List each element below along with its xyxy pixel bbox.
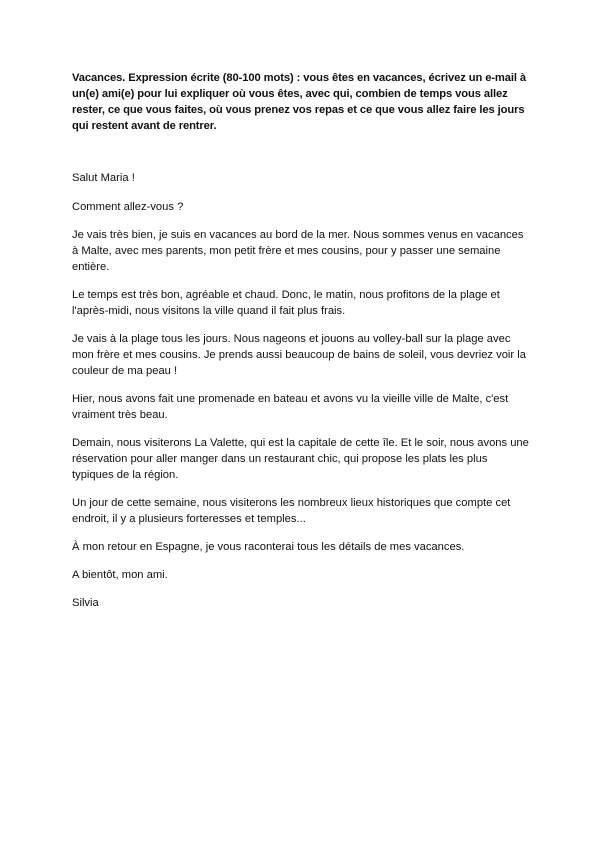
letter-closing: A bientôt, mon ami. bbox=[72, 569, 168, 581]
letter-question: Comment allez-vous ? bbox=[72, 201, 184, 213]
exercise-prompt: Vacances. Expression écrite (80-100 mots) : vous êtes en vacances, écrivez un e-mail à un(e) ami(e) pour lui expliquer où vous êtes, avec qui, combien de temps vous allez rester, ce que vous faites, où vous prenez vos repas et ce que vous allez faire les jours qui restent avant de rentrer. bbox=[72, 72, 527, 132]
letter-paragraph-7: À mon retour en Espagne, je vous raconterai tous les détails de mes vacances. bbox=[72, 541, 465, 553]
letter-signature: Silvia bbox=[72, 597, 99, 609]
letter-greeting: Salut Maria ! bbox=[72, 172, 135, 184]
letter-paragraph-6: Un jour de cette semaine, nous visiterons les nombreux lieux historiques que compte cet endroit, il y a plusieurs forteresses et temples... bbox=[72, 497, 511, 525]
letter-paragraph-5: Demain, nous visiterons La Valette, qui est la capitale de cette île. Et le soir, nous avons une réservation pour aller manger dans un restaurant chic, qui propose les plats les plus typiques de la région. bbox=[72, 437, 529, 481]
document-page bbox=[72, 70, 532, 623]
email-letter bbox=[72, 170, 532, 611]
letter-paragraph-2: Le temps est très bon, agréable et chaud. Donc, le matin, nous profitons de la plage et l'après-midi, nous visitons la ville quand il fait plus frais. bbox=[72, 289, 500, 317]
letter-paragraph-1: Je vais très bien, je suis en vacances au bord de la mer. Nous sommes venus en vacances à Malte, avec mes parents, mon petit frère et mes cousins, pour y passer une semaine entière. bbox=[72, 229, 524, 273]
letter-paragraph-3: Je vais à la plage tous les jours. Nous nageons et jouons au volley-ball sur la plage avec mon frère et mes cousins. Je prends aussi beaucoup de bains de soleil, vous devriez voir la couleur de ma peau ! bbox=[72, 333, 526, 377]
letter-paragraph-4: Hier, nous avons fait une promenade en bateau et avons vu la vieille ville de Malte, c'est vraiment très beau. bbox=[72, 393, 509, 421]
